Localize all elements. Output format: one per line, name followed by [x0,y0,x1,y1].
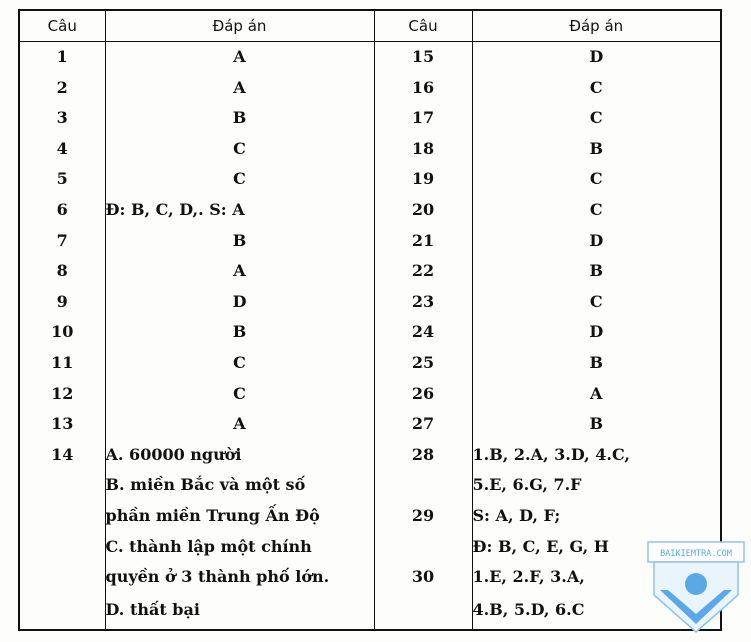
answer-cell-left: phần miền Trung Ấn Độ [105,501,374,532]
answer-cell-right: A [472,379,721,410]
answer-cell-right: D [472,226,721,257]
answer-cell-left: A. 60000 người [105,440,374,471]
question-number-left: 5 [19,164,105,195]
answer-cell-right: C [472,73,721,104]
question-number-left [19,470,105,501]
answer-cell-right: B [472,348,721,379]
answer-cell-left: C [105,164,374,195]
header-row [19,10,721,42]
question-number-left: 1 [19,42,105,73]
table-row [19,287,721,318]
answer-cell-right: C [472,195,721,226]
question-number-left: 14 [19,440,105,471]
answer-cell-left: C. thành lập một chính [105,532,374,563]
table-row [19,501,721,532]
question-number-right: 24 [374,317,472,348]
watermark-logo [646,540,746,635]
answer-cell-left: Đ: B, C, D,. S: A [105,195,374,226]
question-number-right: 20 [374,195,472,226]
table-row [19,440,721,471]
question-number-left: 3 [19,103,105,134]
table-row [19,134,721,165]
question-number-left: 11 [19,348,105,379]
question-number-right [374,470,472,501]
question-number-right [374,593,472,630]
answer-cell-right: B [472,134,721,165]
question-number-left: 7 [19,226,105,257]
question-number-right: 30 [374,562,472,593]
answer-cell-left: B [105,317,374,348]
answer-cell-left: A [105,42,374,73]
answer-cell-left: D [105,287,374,318]
question-number-left [19,501,105,532]
answer-cell-left: B [105,226,374,257]
answer-cell-right: D [472,42,721,73]
answer-cell-right: 4.B, 5.D, 6.C [472,593,721,630]
table-row [19,532,721,563]
answer-cell-left: B. miền Bắc và một số [105,470,374,501]
answer-cell-right: D [472,317,721,348]
header-question-right: Câu [374,10,472,42]
question-number-right: 18 [374,134,472,165]
question-number-right: 21 [374,226,472,257]
answer-cell-right: C [472,164,721,195]
answer-table [18,9,722,631]
header-question-left: Câu [19,10,105,42]
question-number-left: 13 [19,409,105,440]
question-number-left [19,593,105,630]
question-number-right: 28 [374,440,472,471]
answer-cell-left: B [105,103,374,134]
answer-cell-left: C [105,379,374,410]
answer-cell-right: Đ: B, C, E, G, H [472,532,721,563]
answer-cell-right: B [472,409,721,440]
header-answer-left: Đáp án [105,10,374,42]
question-number-right: 26 [374,379,472,410]
table-row [19,409,721,440]
question-number-right: 23 [374,287,472,318]
question-number-left: 6 [19,195,105,226]
question-number-left: 9 [19,287,105,318]
question-number-right: 16 [374,73,472,104]
answer-cell-left: quyền ở 3 thành phố lớn. [105,562,374,593]
answer-cell-right: C [472,287,721,318]
question-number-left [19,532,105,563]
answer-cell-left: C [105,134,374,165]
question-number-right: 27 [374,409,472,440]
table-row [19,73,721,104]
table-row [19,256,721,287]
question-number-right [374,532,472,563]
answer-cell-right: S: A, D, F; [472,501,721,532]
answer-cell-left: A [105,73,374,104]
answer-rows [19,42,721,630]
question-number-right: 29 [374,501,472,532]
question-number-left: 8 [19,256,105,287]
table-row [19,42,721,73]
answer-cell-left: A [105,409,374,440]
question-number-left [19,562,105,593]
table-row [19,593,721,630]
answer-cell-left: D. thất bại [105,593,374,630]
question-number-left: 2 [19,73,105,104]
question-number-left: 12 [19,379,105,410]
question-number-right: 17 [374,103,472,134]
table-row [19,348,721,379]
question-number-left: 4 [19,134,105,165]
answer-cell-right: B [472,256,721,287]
answer-cell-right: 1.E, 2.F, 3.A, [472,562,721,593]
question-number-right: 22 [374,256,472,287]
question-number-right: 15 [374,42,472,73]
answer-cell-left: C [105,348,374,379]
table-row [19,164,721,195]
table-row [19,226,721,257]
answer-cell-right: C [472,103,721,134]
watermark-dot-icon [685,573,707,595]
question-number-left: 10 [19,317,105,348]
watermark-text: BAIKIEMTRA.COM [660,549,732,559]
answer-cell-left: A [105,256,374,287]
table-row [19,195,721,226]
question-number-right: 19 [374,164,472,195]
answer-cell-right: 5.E, 6.G, 7.F [472,470,721,501]
table-row [19,562,721,593]
table-row [19,317,721,348]
question-number-right: 25 [374,348,472,379]
table-row [19,379,721,410]
header-answer-right: Đáp án [472,10,721,42]
table-row [19,103,721,134]
answer-cell-right: 1.B, 2.A, 3.D, 4.C, [472,440,721,471]
table-row [19,470,721,501]
